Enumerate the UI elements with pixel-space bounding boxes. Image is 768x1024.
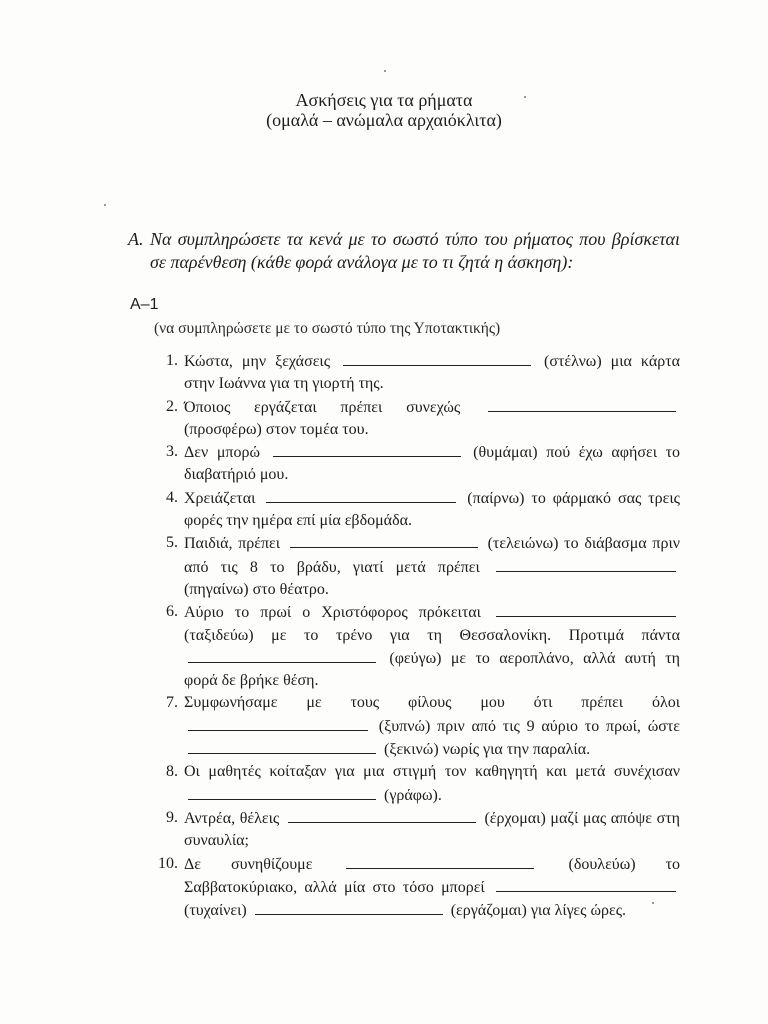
answer-blank[interactable] [188,738,376,754]
item-text: (γράφω). [384,786,442,804]
item-text: Παιδιά, πρέπει [184,535,281,553]
item-number: 8. [166,763,178,781]
item-number: 7. [166,694,178,712]
answer-blank[interactable] [488,396,676,412]
title-line-2: (ομαλά – ανώμαλα αρχαιόκλιτα) [266,110,502,130]
item-number: 5. [166,534,178,552]
item-text: Δε συνηθίζουμε [184,855,313,873]
exercise-item-5 [154,532,680,601]
item-number: 2. [166,397,178,415]
item-number: 6. [166,603,178,621]
answer-blank[interactable] [288,807,476,823]
item-text: (προσφέρω) στον τομέα του. [184,420,369,438]
item-number: 3. [166,443,178,461]
section-a-letter: Α. [128,229,144,249]
exercise-item-9 [154,807,680,853]
item-text: Κώστα, μην ξεχάσεις [184,353,331,370]
answer-blank[interactable] [188,715,368,731]
section-a [128,228,680,274]
item-text: (δουλεύω) το Σαββατοκύριακο, αλλά μία στο τόσο μπορεί [184,855,681,896]
exercise-item-1 [154,350,680,396]
item-text: (ξεκινώ) νωρίς για την παραλία. [384,741,591,759]
item-text: Όποιος εργάζεται πρέπει συνεχώς [184,398,461,416]
item-text: Αντρέα, θέλεις [184,809,280,827]
answer-blank[interactable] [346,853,534,869]
answer-blank[interactable] [188,647,376,663]
answer-blank[interactable] [496,876,676,892]
item-text: Συμφωνήσαμε με τους φίλους μου ότι πρέπει όλοι [184,694,680,712]
item-text: (τελειώνω) το διάβασμα πριν από τις 8 το βράδυ, γιατί μετά πρέπει [184,535,681,576]
subsection-instruction: (να συμπληρώσετε με το σωστό τύπο της Υποτακτικής) [154,320,501,337]
item-text: (εργάζομαι) για λίγες ώρες. [450,902,627,920]
exercise-item-4 [154,487,680,533]
answer-blank[interactable] [496,556,676,572]
item-number: 4. [166,488,178,506]
scan-speck [524,96,526,98]
item-text: Οι μαθητές κοίταξαν για μια στιγμή τον καθηγητή και μετά συνέχισαν [184,763,680,781]
answer-blank[interactable] [255,899,443,915]
exercise-item-7 [154,692,680,761]
item-text: (ταξιδεύω) με το τρένο για τη Θεσσαλονίκη. Προτιμά πάντα [184,626,680,644]
item-text: Δεν μπορώ [184,444,260,462]
answer-blank[interactable] [496,601,676,617]
item-text: (στέλνω) μια κάρτα στην Ιωάννα για τη γιορτή της. [184,353,680,393]
exercise-item-2 [154,396,680,442]
subsection-label: Α–1 [130,296,159,313]
exercise-item-8 [154,761,680,807]
item-number: 1. [166,352,178,369]
item-text: (φεύγω) με το αεροπλάνο, αλλά αυτή τη φορά δε βρήκε θέση. [184,649,681,690]
exercise-list [154,350,680,922]
item-text: (θυμάμαι) πού έχω αφήσει το διαβατήριό μου. [184,444,680,484]
answer-blank[interactable] [188,784,376,800]
item-text: Χρειάζεται [184,489,256,507]
scan-speck [652,902,654,904]
answer-blank[interactable] [290,532,478,548]
answer-blank[interactable] [266,487,456,503]
exercise-item-6 [154,601,680,692]
item-number: 10. [158,854,178,872]
scan-speck [104,204,106,206]
answer-blank[interactable] [343,350,531,366]
item-text: (παίρνω) το φάρμακό σας τρεις φορές την ημέρα επί μία εβδομάδα. [184,489,681,530]
item-text: (πηγαίνω) στο θέατρο. [184,580,329,598]
item-text: (τυχαίνει) [184,902,247,920]
item-number: 9. [166,808,178,826]
exercise-item-3 [154,441,680,487]
section-a-text: Να συμπληρώσετε τα κενά με το σωστό τύπο του ρήματος που βρίσκεται σε παρένθεση (κάθε φορά ανάλογα με το τι ζητά η άσκηση): [150,229,680,272]
item-text: (ξυπνώ) πριν από τις 9 αύριο το πρωί, ώστε [378,717,681,735]
item-text: Αύριο το πρωί ο Χριστόφορος πρόκειται [184,604,481,622]
exercise-item-10 [154,853,680,923]
title-line-1: Ασκήσεις για τα ρήματα [295,90,473,110]
answer-blank[interactable] [273,441,461,457]
scan-speck [384,70,386,72]
item-text: (έρχομαι) μαζί μας απόψε στη συναυλία; [184,809,681,850]
